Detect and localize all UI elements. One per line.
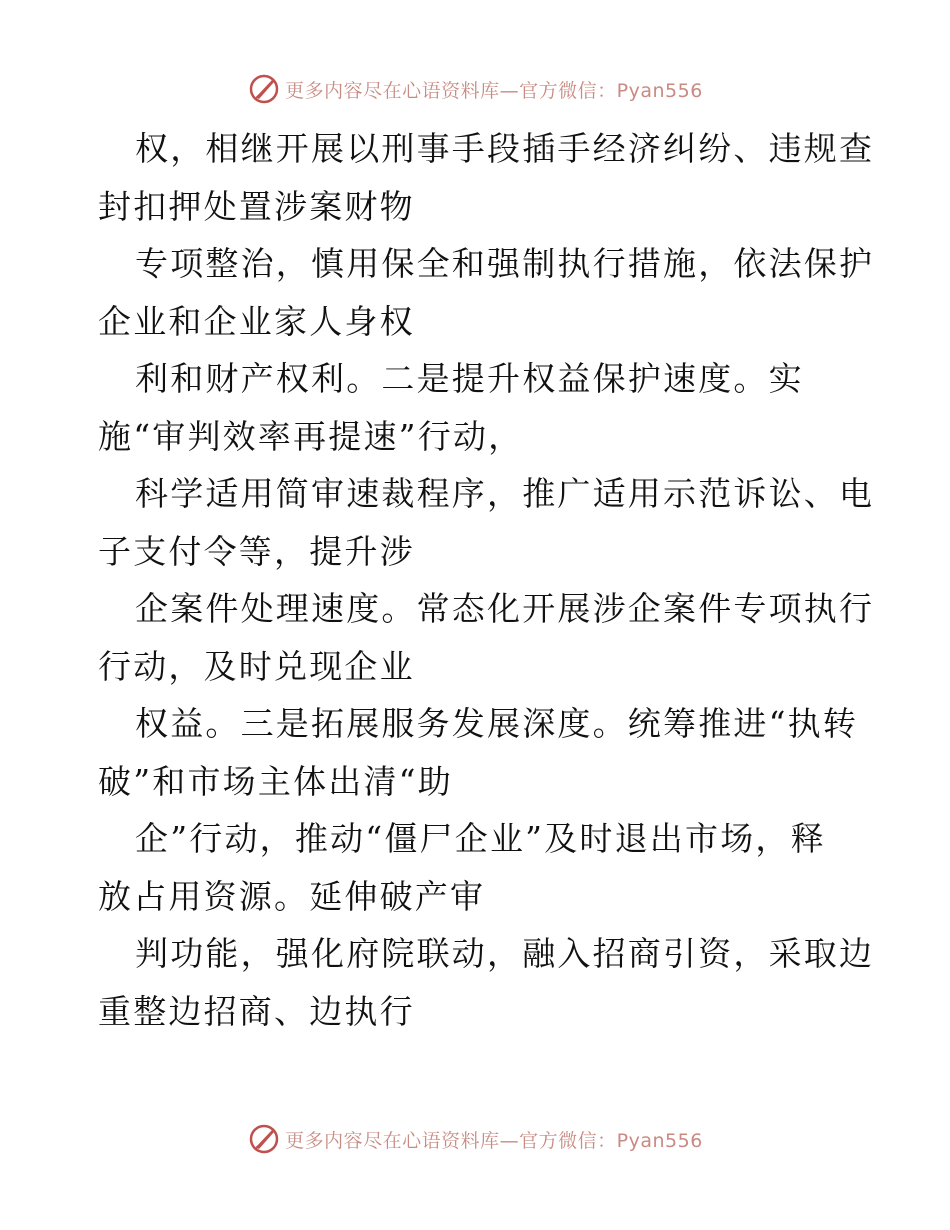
paragraph (98, 580, 875, 695)
paragraph-line: 封扣押处置涉案财物 (98, 186, 415, 226)
footer-watermark (0, 1122, 950, 1156)
paragraph-line: 权益。三是拓展服务发展深度。统筹推进“执转 (135, 704, 859, 743)
paragraph (98, 810, 858, 925)
paragraph-line: 利和财产权利。二是提升权益保护速度。实 (135, 359, 804, 398)
paragraph (98, 465, 875, 580)
quill-pen-logo-icon (247, 72, 281, 106)
watermark-text: 更多内容尽在心语资料库—官方微信：Pyan556 (285, 79, 703, 102)
paragraph (98, 695, 858, 810)
paragraph (98, 925, 875, 1040)
paragraph-line: 专项整治，慎用保全和强制执行措施，依法保护 (135, 244, 875, 283)
paragraph-line: 企业和企业家人身权 (98, 301, 415, 341)
paragraph-line: 放占用资源。延伸破产审 (98, 876, 486, 916)
paragraph-line: 重整边招商、边执行 (98, 991, 415, 1031)
paragraph-line: 企”行动，推动“僵尸企业”及时退出市场，释 (135, 819, 826, 858)
paragraph (98, 350, 858, 465)
paragraph-line: 行动，及时兑现企业 (98, 646, 415, 686)
paragraph-line: 子支付令等，提升涉 (98, 531, 415, 571)
header-watermark (0, 72, 950, 106)
watermark-text: 更多内容尽在心语资料库—官方微信：Pyan556 (285, 1129, 703, 1152)
paragraph (98, 235, 875, 350)
document-body (98, 120, 875, 1040)
paragraph-line: 科学适用简审速裁程序，推广适用示范诉讼、电 (135, 474, 875, 513)
paragraph-line: 判功能，强化府院联动，融入招商引资，采取边 (135, 934, 875, 973)
paragraph-line: 破”和市场主体出清“助 (98, 761, 453, 801)
paragraph-line: 企案件处理速度。常态化开展涉企案件专项执行 (135, 589, 875, 628)
quill-pen-logo-icon (247, 1122, 281, 1156)
paragraph (98, 120, 875, 235)
paragraph-line: 权，相继开展以刑事手段插手经济纠纷、违规查 (135, 129, 875, 168)
paragraph-line: 施“审判效率再提速”行动， (98, 416, 524, 456)
